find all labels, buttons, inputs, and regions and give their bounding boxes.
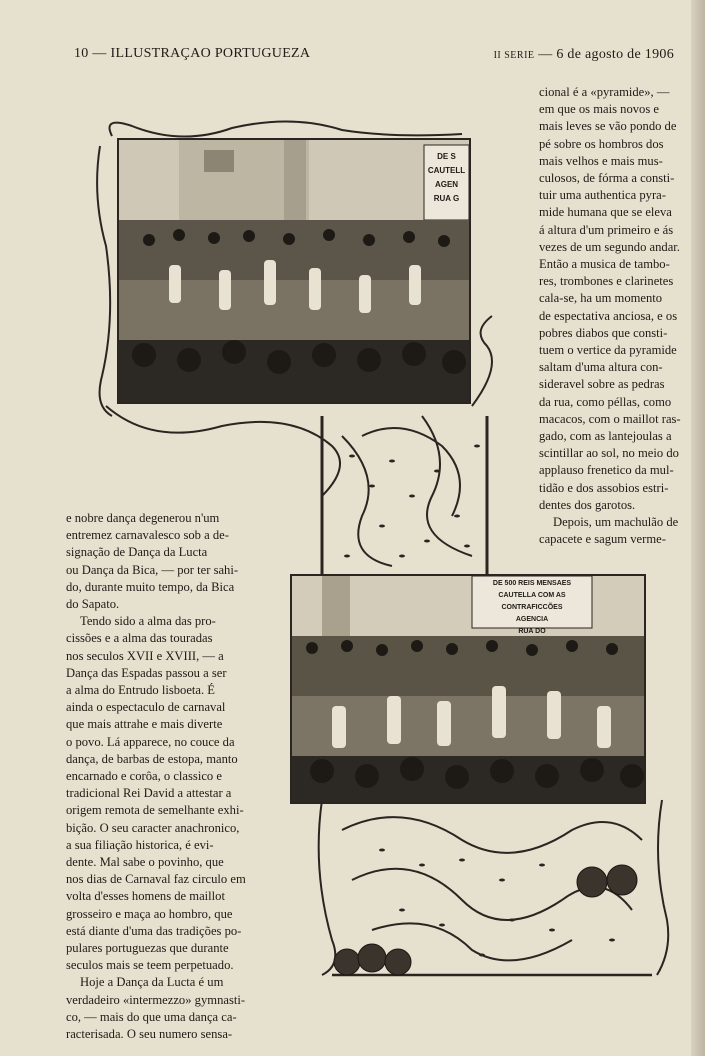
text-line: Dança das Espadas passou a ser bbox=[66, 665, 227, 680]
text-line: tradicional Rei David a attestar a bbox=[66, 786, 232, 801]
right-text-column bbox=[539, 84, 691, 548]
text-line: da rua, como péllas, como bbox=[539, 394, 672, 409]
text-line: dentes dos garotos. bbox=[539, 497, 636, 512]
text-line: tuem o vertice da pyramide bbox=[539, 343, 677, 358]
text-line: dente. Mal sabe o povinho, que bbox=[66, 855, 224, 870]
photo-dance-crowd-2 bbox=[290, 574, 646, 804]
sign-line: RUA G bbox=[433, 194, 460, 203]
text-line: á altura d'um primeiro e ás bbox=[539, 222, 674, 237]
text-line: nos seculos XVII e XVIII, — a bbox=[66, 648, 224, 663]
text-line: do, durante muito tempo, da Bica bbox=[66, 579, 235, 594]
text-line: a sua filiação historica, é evi- bbox=[66, 837, 214, 852]
text-line: mide humana que se eleva bbox=[539, 205, 672, 220]
text-line: está diante d'uma das tradições po- bbox=[66, 923, 242, 938]
header-date: — 6 de agosto de 1906 bbox=[538, 47, 674, 62]
text-line: vezes de um segundo andar. bbox=[539, 239, 680, 254]
text-line: Tendo sido a alma das pro- bbox=[80, 614, 216, 629]
text-line: ainda o espectaculo de carnaval bbox=[66, 700, 226, 715]
text-line: cional é a «pyramide», — bbox=[539, 85, 670, 99]
sign-line: DE 500 REIS MENSAES bbox=[492, 580, 572, 587]
text-line: tidão e dos assobios estri- bbox=[539, 480, 669, 495]
text-line: encarnado e corôa, o classico e bbox=[66, 769, 222, 784]
photo1-shop-sign bbox=[424, 150, 469, 206]
page-edge bbox=[691, 0, 705, 1056]
text-line: mais velhos e mais mus- bbox=[539, 153, 663, 168]
text-line: pobres diabos que consti- bbox=[539, 325, 668, 340]
text-line: Hoje a Dança da Lucta é um bbox=[80, 975, 224, 990]
text-line: gado, com as lantejoulas a bbox=[539, 429, 672, 444]
text-line: Depois, um machulão de bbox=[553, 515, 679, 530]
text-line: mais leves se vão pondo de bbox=[539, 119, 677, 134]
text-line: a alma do Entrudo lisboeta. É bbox=[66, 683, 215, 698]
text-line: entremez carnavalesco sob a de- bbox=[66, 528, 229, 543]
text-line: res, trombones e clarinetes bbox=[539, 274, 674, 289]
sign-line: CAUTELLA COM AS CONTRAFICCÕES bbox=[498, 592, 566, 611]
text-line: ou Dança da Bica, — por ter sahi- bbox=[66, 562, 239, 577]
text-line: grosseiro e maça ao hombro, que bbox=[66, 906, 233, 921]
text-line: signação de Dança da Lucta bbox=[66, 545, 208, 560]
text-line: bição. O seu caracter anachronico, bbox=[66, 820, 240, 835]
text-line: que mais attrahe e mais diverte bbox=[66, 717, 223, 732]
text-line: pulares portuguezas que durante bbox=[66, 941, 229, 956]
photo2-shop-sign bbox=[472, 578, 592, 638]
text-line: volta d'esses homens de maillot bbox=[66, 889, 225, 904]
bottom-ornament-frame bbox=[312, 790, 672, 985]
text-line: pé sobre os hombros dos bbox=[539, 136, 664, 151]
sign-line: CAUTELL bbox=[427, 166, 466, 175]
text-line: saltam d'uma altura con- bbox=[539, 360, 663, 375]
text-line: tuir uma authentica pyra- bbox=[539, 188, 666, 203]
text-line: racterisada. O seu numero sensa- bbox=[66, 1027, 233, 1042]
photo-dance-crowd-1 bbox=[117, 138, 471, 404]
page-header bbox=[74, 44, 674, 66]
text-line: cissões e a alma das touradas bbox=[66, 631, 213, 646]
text-line: sideravel sobre as pedras bbox=[539, 377, 665, 392]
header-series: II SERIE bbox=[493, 50, 535, 61]
text-line: em que os mais novos e bbox=[539, 102, 659, 117]
text-line: verdadeiro «intermezzo» gymnasti- bbox=[66, 992, 246, 1007]
text-line: e nobre dança degenerou n'um bbox=[66, 511, 220, 525]
text-line: cala-se, ha um momento bbox=[539, 291, 663, 306]
text-line: co, — mais do que uma dança ca- bbox=[66, 1009, 237, 1024]
text-line: scintillar ao sol, no meio do bbox=[539, 446, 679, 461]
text-line: de espectativa anciosa, e os bbox=[539, 308, 678, 323]
text-line: nos dias de Carnaval faz circulo em bbox=[66, 872, 246, 887]
sign-line: AGENCIA bbox=[515, 616, 549, 623]
text-line: origem remota de semelhante exhi- bbox=[66, 803, 244, 818]
text-line: dança, de barbas de estopa, manto bbox=[66, 751, 238, 766]
text-line: seculos mais se teem perpetuado. bbox=[66, 958, 234, 973]
sign-line: DE S bbox=[437, 152, 456, 161]
text-line: do Sapato. bbox=[66, 597, 120, 612]
text-line: o povo. Lá apparece, no couce da bbox=[66, 734, 235, 749]
sign-line: AGEN bbox=[434, 180, 459, 189]
sign-line: RUA DO bbox=[518, 628, 546, 635]
text-line: capacete e sagum verme- bbox=[539, 532, 666, 547]
text-line: applauso frenetico da mul- bbox=[539, 463, 674, 478]
text-line: Então a musica de tambo- bbox=[539, 257, 670, 272]
header-page-title: 10 — ILLUSTRAÇAO PORTUGUEZA bbox=[74, 46, 311, 61]
text-line: culosos, de fórma a consti- bbox=[539, 171, 675, 186]
text-line: macacos, com o maillot ras- bbox=[539, 411, 681, 426]
header-issue-date bbox=[494, 46, 674, 63]
left-text-column bbox=[66, 510, 250, 1043]
